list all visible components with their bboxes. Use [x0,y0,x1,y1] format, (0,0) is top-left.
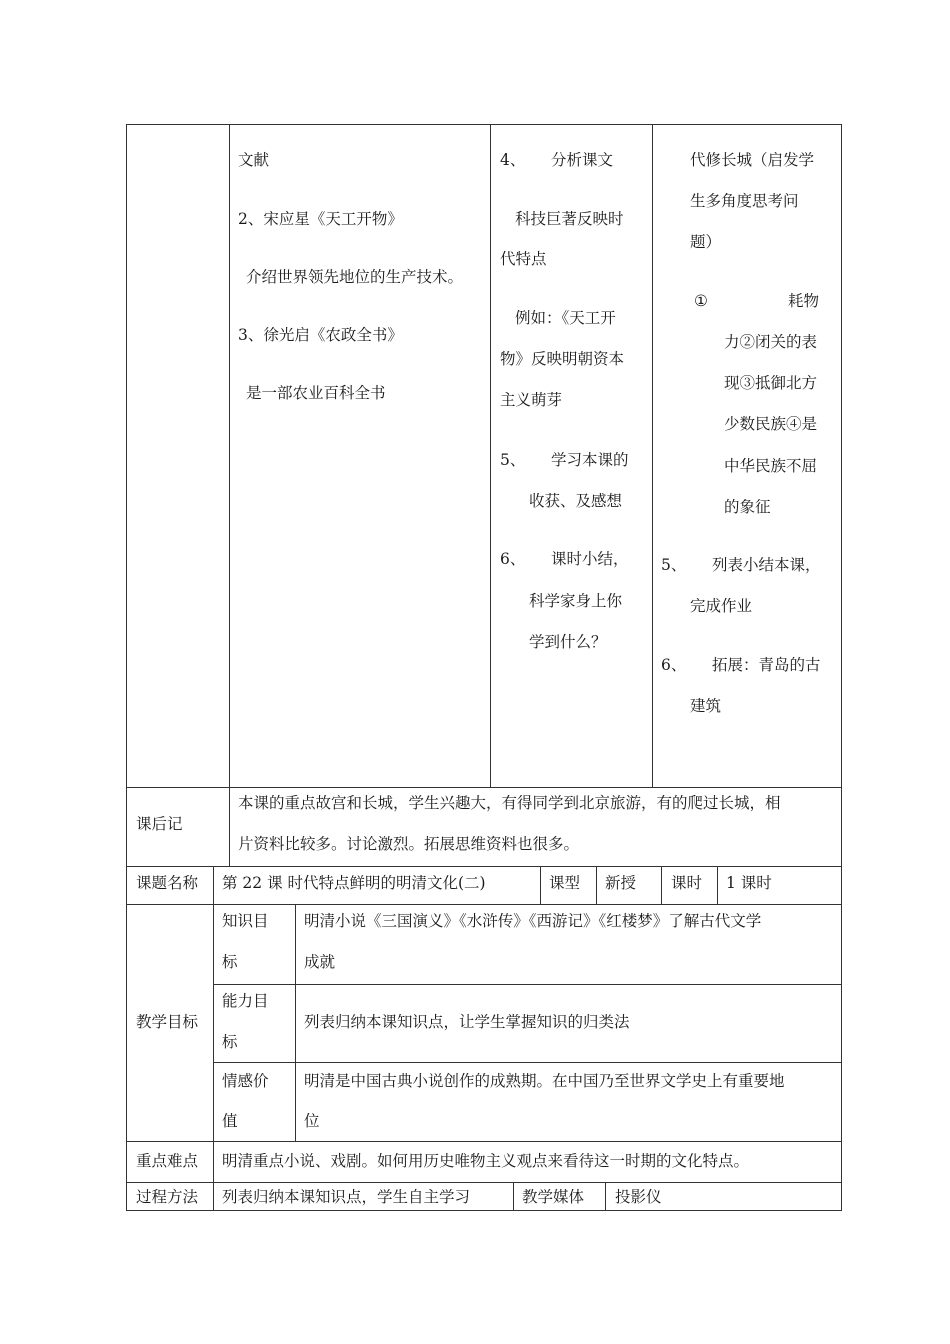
col4-line: 少数民族④是 [724,415,818,433]
col3-line: 科技巨著反映时 [515,210,624,228]
col4-line: 建筑 [690,697,722,715]
col4-line: 完成作业 [690,597,753,615]
col-divider [717,866,718,904]
col3-line: 收获、及感想 [529,492,623,510]
row-divider [213,984,842,985]
row-divider [126,787,842,788]
ability-label: 能力目 [222,992,269,1010]
item-number: 5、 [661,556,687,574]
col4-line: ① [694,292,708,310]
col-divider [513,1182,514,1211]
lesson-hours-label: 课时 [671,874,703,892]
col4-line: 力②闭关的表 [724,333,818,351]
process-text: 列表归纳本课知识点，学生自主学习 [222,1188,471,1206]
row-divider [126,904,842,905]
emotion-text: 明清是中国古典小说创作的成熟期。在中国乃至世界文学史上有重要地 [304,1072,785,1090]
col4-line: 耗物 [788,292,820,310]
col-divider [652,124,653,787]
col3-line: 科学家身上你 [529,592,623,610]
col-divider [540,866,541,904]
knowledge-text: 成就 [304,953,336,971]
col-divider [295,904,296,1141]
knowledge-text: 明清小说《三国演义》《水浒传》《西游记》《红楼梦》了解古代文学 [304,912,762,930]
col3-line: 学到什么？ [529,633,607,651]
col-divider [596,866,597,904]
key-text: 明清重点小说、戏剧。如何用历史唯物主义观点来看待这一时期的文化特点。 [222,1152,750,1170]
item-number: 5、 [500,451,526,469]
col4-line: 生多角度思考问 [690,192,799,210]
col3-line: 物》反映明朝资本 [500,350,625,368]
col-divider [213,866,214,1211]
col3-line: 主义萌芽 [500,391,563,409]
item-number: 4、 [500,151,526,169]
col2-line: 介绍世界领先地位的生产技术。 [246,268,464,286]
emotion-label: 值 [222,1112,238,1130]
lesson-title-label: 课题名称 [136,874,199,892]
media-value: 投影仪 [615,1188,662,1206]
col-divider [605,1182,606,1211]
item-number: 6、 [661,656,687,674]
row-divider [126,1182,842,1183]
goals-label: 教学目标 [136,1013,199,1031]
col-divider [490,124,491,787]
afterclass-text: 片资料比较多。讨论激烈。拓展思维资料也很多。 [238,835,580,853]
afterclass-label: 课后记 [136,815,183,833]
col4-line: 代修长城（启发学 [690,151,815,169]
emotion-label: 情感价 [222,1072,269,1090]
row-divider [126,1141,842,1142]
col4-line: 拓展：青岛的古 [712,656,821,674]
row-divider [126,866,842,867]
item-number: 6、 [500,550,526,568]
media-label: 教学媒体 [522,1188,585,1206]
col3-line: 代特点 [500,250,547,268]
knowledge-label: 标 [222,953,238,971]
knowledge-label: 知识目 [222,912,269,930]
col-divider [661,866,662,904]
col-divider [229,124,230,866]
ability-text: 列表归纳本课知识点，让学生掌握知识的归类法 [304,1013,630,1031]
emotion-text: 位 [304,1112,320,1130]
col4-line: 中华民族不屈 [724,457,818,475]
col3-line: 例如：《天工开 [515,309,616,327]
col4-line: 的象征 [724,498,771,516]
item-title: 分析课文 [551,151,614,169]
col3-line: 学习本课的 [551,451,629,469]
process-label: 过程方法 [136,1188,199,1206]
col2-line: 2、宋应星《天工开物》 [238,210,403,228]
ability-label: 标 [222,1033,238,1051]
lesson-title: 第 22 课 时代特点鲜明的明清文化(二) [222,874,486,892]
key-label: 重点难点 [136,1152,199,1170]
col3-line: 课时小结， [551,550,629,568]
col4-line: 列表小结本课， [712,556,821,574]
col4-line: 题） [690,233,722,251]
afterclass-text: 本课的重点故宫和长城，学生兴趣大，有得同学到北京旅游，有的爬过长城，相 [238,794,781,812]
row-divider [213,1062,842,1063]
lesson-hours: 1 课时 [726,874,772,892]
col2-line: 3、徐光启《农政全书》 [238,326,403,344]
col4-line: 现③抵御北方 [724,374,818,392]
col2-line: 是一部农业百科全书 [246,384,386,402]
col2-line: 文献 [238,151,270,169]
lesson-type-label: 课型 [549,874,581,892]
lesson-type: 新授 [605,874,637,892]
